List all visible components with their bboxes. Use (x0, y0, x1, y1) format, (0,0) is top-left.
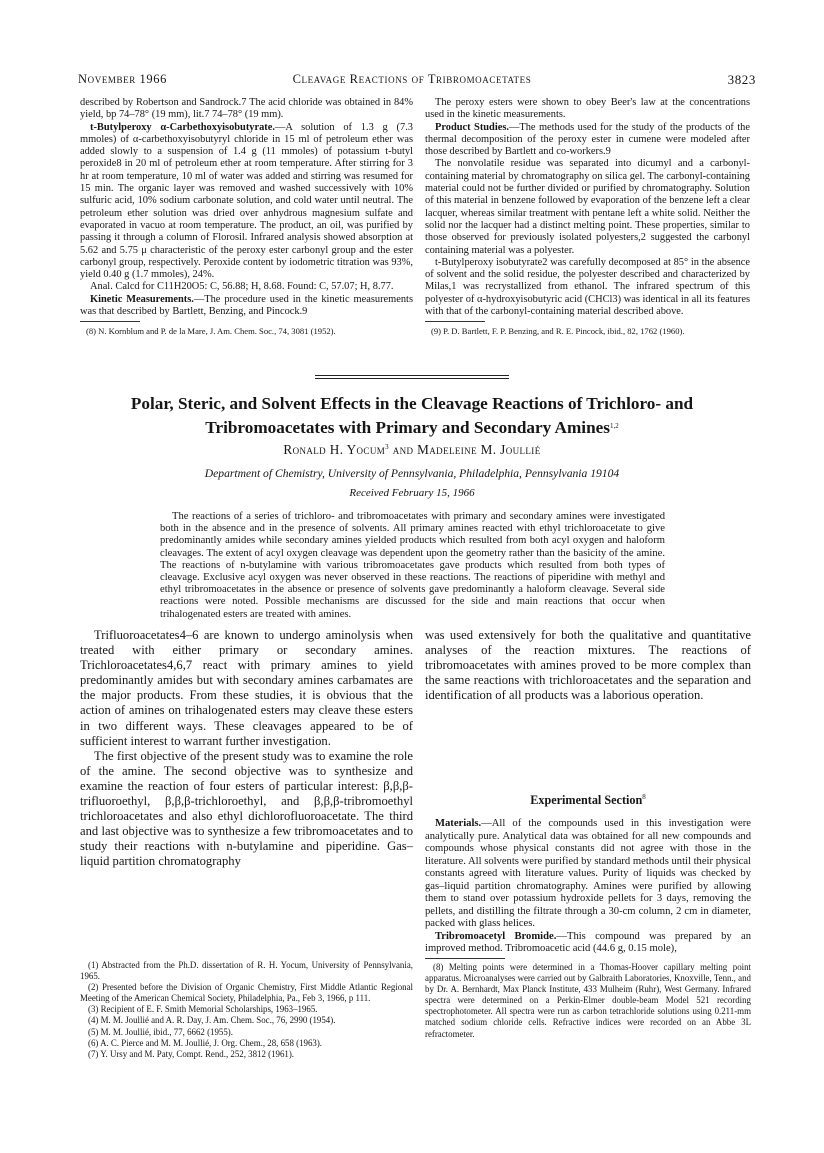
run-in-heading: Materials. (435, 818, 482, 829)
article-separator (315, 375, 509, 381)
body-right-column (425, 628, 751, 703)
paragraph-text: —The procedure used in the kinetic measurements was that described by Bartlett, Benzing, and Pincock.9 (80, 293, 413, 318)
article-title (60, 392, 764, 439)
run-in-heading: t-Butylperoxy α-Carbethoxyisobutyrate. (90, 121, 275, 133)
paragraph (425, 122, 750, 159)
title-line-2: Tribromoacetates with Primary and Secondary Amines (205, 418, 610, 437)
run-in-heading: Tribromoacetyl Bromide. (435, 930, 557, 942)
footnote: (2) Presented before the Division of Organic Chemistry, First Middle Atlantic Regional Meeting of the American Chemical Society, Philadelphia, Pa., Feb 3, 1966, p 111. (80, 982, 413, 1004)
author-name: Madeleine M. Joullié (417, 442, 541, 457)
abstract (160, 511, 665, 621)
footnote-rule (425, 321, 485, 322)
paragraph: The first objective of the present study was to examine the role of the amine. The second objective was to synthesize and examine the reaction of four esters of particular interest: β,β,β-trifluoroethyl, β,β,β-trichloroethyl, and β,β,β-tribromoethyl trichloroacetates and also ethyl dichlorofluoroacetate. The third and last objective was to synthesize a few tribromoacetates and to study their reactions with n-butylamine and piperidine. Gas–liquid partition chromatography (80, 748, 413, 869)
author-conjunction: and (392, 442, 414, 457)
page-number: 3823 (727, 72, 756, 87)
title-footnote-marker: 1,2 (609, 422, 619, 430)
paragraph: described by Robertson and Sandrock.7 The acid chloride was obtained in 84% yield, bp 74–78° (19 mm), lit.7 74–78° (19 mm). (80, 97, 413, 121)
section-heading-text: Experimental Section (530, 793, 643, 807)
running-header-date: November 1966 (78, 72, 167, 86)
footnote: (6) A. C. Pierce and M. M. Joullié, J. Org. Chem., 28, 658 (1963). (88, 1037, 323, 1048)
footnote: (5) M. M. Joullié, ibid., 77, 6662 (1955). (88, 1026, 233, 1037)
section-heading (425, 793, 751, 808)
paragraph (80, 294, 413, 319)
footnote: (9) P. D. Bartlett, F. P. Benzing, and R. E. Pincock, ibid., 82, 1762 (1960). (431, 326, 685, 337)
footnotes-right (425, 962, 751, 1040)
footnote: (8) Melting points were determined in a Thomas-Hoover capillary melting point apparatus. Microanalyses were carried out by Galbraith Laboratories, Knoxville, Tenn., and by Dr. A. Bernhardt, Max Planck Institute, 433 Mulheim (Ruhr), West Germany. Infrared spectra were determined on a Perkin-Elmer double-beam Model 521 recording spectrophotometer. All spectra were run as carbon tetrachloride solutions using 0.211-mm matched sodium chloride cells. Refractive indices were recorded on an Abbe 3L refractometer. (425, 962, 751, 1039)
paragraph: The peroxy esters were shown to obey Beer's law at the concentrations used in the kinetic measurements. (425, 97, 750, 121)
run-in-heading: Kinetic Measurements. (90, 293, 194, 305)
abstract-text: The reactions of a series of trichloro- and tribromoacetates with primary and secondary amines were investigated both in the absence and in the presence of solvents. All primary amines reacted with ethyl trichloroacetate to give predominantly amides while secondary amines yielded products which resulted from both acyl oxygen and haloform cleavages. The extent of acyl oxygen cleavage was dependent upon the geometry rather than the basicity of the amine. The reactions of n-butylamine with various tribromoacetates gave products which resulted from both types of cleavage. Exclusive acyl oxygen was never observed in these reactions. The reactions of piperidine with methyl and ethyl tribromoacetates in the absence or presence of solvents gave predominantly a haloform cleavage. Several side reactions were noted. Possible mechanisms are discussed for the side and main reactions that occur when trihalogenated esters are treated with amines. (160, 511, 665, 620)
paragraph (80, 122, 413, 282)
analysis-paragraph: Anal. Calcd for C11H20O5: C, 56.88; H, 8.68. Found: C, 57.07; H, 8.77. (90, 281, 394, 293)
footnote: (4) M. M. Joullié and A. R. Day, J. Am. Chem. Soc., 76, 2990 (1954). (88, 1015, 336, 1026)
paragraph (425, 931, 751, 956)
paragraph: t-Butylperoxy isobutyrate2 was carefully decomposed at 85° in the absence of solvent and the solid residue, the polyester described and characterized by Milas,1 was recrystallized from ethanol. The infrared spectrum of this polyester of α-hydroxyisobutyric acid (CHCl3) was identical in all its features with that of the carbonyl-containing material described above. (425, 256, 750, 318)
paragraph: was used extensively for both the qualitative and quantitative analyses of the reaction mixtures. The reactions of tribromoacetates with amines proved to be more complex than the same reactions with trichloroacetates and the separation and identification of all products was a laborious operation. (425, 628, 751, 703)
paragraph (425, 818, 751, 931)
body-left-column (80, 628, 413, 870)
experimental-section (425, 793, 751, 956)
previous-article-right-column (425, 97, 750, 337)
author-name: Ronald H. Yocum (283, 442, 386, 457)
author-line (0, 442, 824, 458)
paragraph-text: —A solution of 1.3 g (7.3 mmoles) of α-carbethoxyisobutyryl chloride in 15 ml of petroleum ether was added slowly to a suspension of 1.4 g (11 mmoles) of potassium t-butyl peroxide8 in 20 ml of petroleum ether at room temperature. After stirring for 3 hr at room temperature, 10 ml of water was added and stirring was resumed for 15 min. The organic layer was removed and washed successively with 10% sulfuric acid, 10% sodium carbonate solution, and cold water until neutral. The petroleum ether solution was dried over anhydrous magnesium sulfate and evaporated in vacuo at room temperature. The product, an oil, was purified by passing it through a column of Florosil. Infrared analysis showed absorption at 5.62 and 5.75 μ characteristic of the peroxy ester carbonyl group and the ester carbonyl group, respectively. Peroxide content by iodometric titration was 93%, yield 0.40 g (1.7 mmoles), 24%. (80, 121, 413, 281)
previous-article-left-column (80, 97, 413, 337)
paragraph-text: —All of the compounds used in this investigation were analytically pure. Analytical data was obtained for all new compounds and compounds whose physical constants did not agree with those in the literature. All solvents were purified by standard methods until their physical constants agreed with literature values. Purity of liquids was checked by gas–liquid partition chromatography. Amines were purified by allowing them to stand over potassium hydroxide pellets for 3 days, removing the pellets, and distilling the filtrate through a 30-cm column, 2 cm in diameter, packed with glass helices. (425, 818, 751, 929)
running-header-title: Cleavage Reactions of Tribromoacetates (292, 72, 532, 86)
paragraph-text: —The methods used for the study of the products of the thermal decomposition of the peroxy ester in cumene were modeled after those described by Bartlett and co-workers.9 (425, 121, 750, 158)
paragraph-text: —This compound was prepared by an improved method. Tribromoacetic acid (44.6 g, 0.15 mole), (425, 930, 752, 954)
paragraph: Trifluoroacetates4–6 are known to undergo aminolysis when treated with either primary or secondary amines. Trichloroacetates4,6,7 react with primary amines to yield predominantly amides but with secondary amines carbamates are the major products. From these studies, it is obvious that the action of amines on trihalogenated esters may cleave these esters in two different ways. These cleavages appeared to be of sufficient interest to warrant further investigation. (80, 628, 413, 748)
footnotes-left (80, 960, 413, 1060)
footnote: (8) N. Kornblum and P. de la Mare, J. Am. Chem. Soc., 74, 3081 (1952). (86, 326, 336, 337)
author-footnote-marker: 3 (385, 443, 390, 451)
received-date: Received February 15, 1966 (349, 487, 475, 499)
footnote: (3) Recipient of E. F. Smith Memorial Scholarships, 1963–1965. (88, 1004, 318, 1015)
footnote: (1) Abstracted from the Ph.D. dissertation of R. H. Yocum, University of Pennsylvania, 1965. (80, 960, 413, 982)
footnote-rule (80, 321, 140, 322)
experimental-text (425, 818, 751, 956)
run-in-heading: Product Studies. (435, 121, 509, 133)
footnote: (7) Y. Ursy and M. Paty, Compt. Rend., 252, 3812 (1961). (88, 1048, 295, 1059)
affiliation: Department of Chemistry, University of Pennsylvania, Philadelphia, Pennsylvania 19104 (204, 467, 620, 480)
footnote-rule (425, 958, 505, 959)
title-line-1: Polar, Steric, and Solvent Effects in the Cleavage Reactions of Trichloro- and (130, 394, 694, 413)
paragraph: The nonvolatile residue was separated into dicumyl and a carbonyl-containing material by chromatography on silica gel. The carbonyl-containing material could not be further divided or purified by chromatography. Solution of this material in benzene followed by evaporation of the benzene left a clear lacquer, whereas similar treatment with pentane left a white solid. Neither the solid nor the lacquer had a distinct melting point. These properties, similar to those observed for previously isolated polyesters,2 suggested the carbonyl containing material was a polyester. (425, 158, 750, 256)
section-footnote-marker: 8 (642, 793, 646, 801)
